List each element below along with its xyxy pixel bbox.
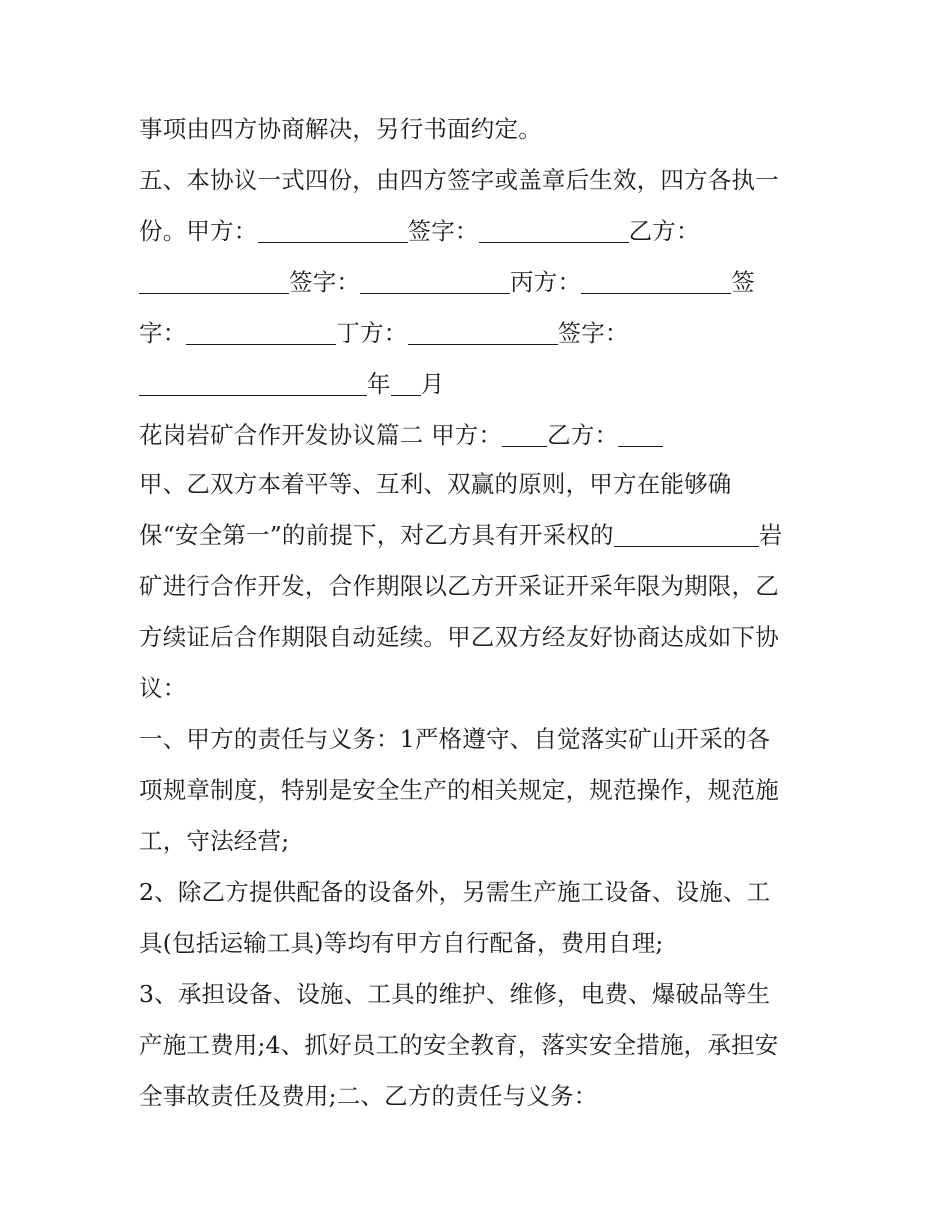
text-segment: 丁方： — [336, 319, 408, 347]
date-blank — [391, 369, 421, 396]
text-segment: 岩 — [758, 521, 783, 549]
signature-blank — [408, 318, 558, 345]
text-segment: 乙方： — [628, 217, 700, 245]
text-segment: 签字： — [407, 217, 479, 245]
text-line: 一、甲方的责任与义务：1严格遵守、自觉落实矿山开采的各 — [139, 725, 771, 753]
text-line: 项规章制度，特别是安全生产的相关规定，规范操作，规范施 — [139, 776, 779, 804]
text-line: 议： — [139, 674, 187, 702]
text-segment: 月 — [420, 370, 445, 398]
text-line: 矿进行合作开发，合作期限以乙方开采证开采年限为期限，乙 — [139, 572, 779, 600]
text-segment: 花岗岩矿合作开发协议篇二 甲方： — [139, 421, 503, 449]
text-segment: 字： — [139, 319, 187, 347]
text-line: 2、除乙方提供配备的设备外，另需生产施工设备、设施、工 — [139, 878, 771, 906]
signature-blank — [186, 318, 336, 345]
text-line — [139, 515, 819, 555]
text-segment: 丙方： — [510, 268, 582, 296]
text-line: 3、承担设备、设施、工具的维护、维修，电费、爆破品等生 — [139, 980, 771, 1008]
text-line — [139, 313, 819, 353]
text-line: 具(包括运输工具)等均有甲方自行配备，费用自理; — [139, 929, 664, 957]
text-line: 产施工费用;4、抓好员工的安全教育，落实安全措施，承担安 — [139, 1031, 779, 1059]
text-segment: 年 — [367, 370, 391, 398]
text-line — [139, 211, 819, 251]
mine-name-blank — [614, 520, 759, 547]
text-line: 五、本协议一式四份，由四方签字或盖章后生效，四方各执一 — [139, 166, 779, 194]
text-segment: 保“安全第一”的前提下，对乙方具有开采权的 — [139, 521, 614, 549]
text-line — [139, 415, 819, 455]
text-segment: 签字： — [289, 268, 361, 296]
party-blank — [618, 420, 663, 447]
signature-blank — [258, 216, 408, 243]
text-line — [139, 262, 819, 302]
signature-blank — [360, 267, 510, 294]
text-segment: 签 — [731, 268, 755, 296]
text-line: 甲、乙双方本着平等、互利、双赢的原则，甲方在能够确 — [139, 470, 732, 498]
text-line — [139, 364, 819, 404]
signature-blank — [581, 267, 731, 294]
text-line: 工，守法经营; — [139, 827, 290, 855]
text-segment: 份。甲方： — [139, 217, 258, 245]
text-line: 全事故责任及费用;二、乙方的责任与义务： — [139, 1082, 598, 1110]
text-line: 事项由四方协商解决，另行书面约定。 — [139, 115, 542, 143]
signature-blank — [479, 216, 629, 243]
date-blank — [139, 369, 367, 396]
text-line: 方续证后合作期限自动延续。甲乙双方经友好协商达成如下协 — [139, 623, 779, 651]
text-segment: 签字： — [557, 319, 629, 347]
text-segment: 乙方： — [547, 421, 619, 449]
signature-blank — [139, 267, 289, 294]
party-blank — [502, 420, 547, 447]
